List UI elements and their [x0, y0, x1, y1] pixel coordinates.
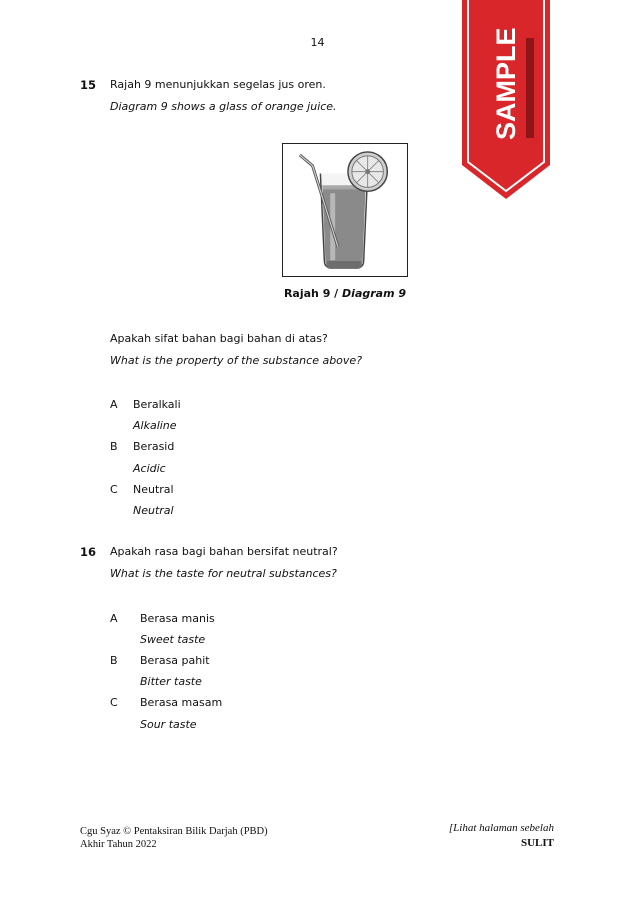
question-15-prompt-ms: Apakah sifat bahan bagi bahan di atas?: [110, 332, 328, 345]
page-number: 14: [310, 36, 325, 49]
q15-option-c-letter: C: [110, 483, 118, 496]
q16-option-b-en[interactable]: Bitter taste: [140, 675, 202, 688]
question-15-stem-en: Diagram 9 shows a glass of orange juice.: [110, 100, 337, 113]
q16-option-c-en[interactable]: Sour taste: [140, 718, 197, 731]
sample-watermark-text: SAMPLE: [491, 27, 521, 140]
q15-option-a-en[interactable]: Alkaline: [133, 419, 177, 432]
q15-option-a-ms[interactable]: Beralkali: [133, 398, 181, 411]
footer-copyright: Cgu Syaz © Pentaksiran Bilik Darjah (PBD): [80, 826, 268, 837]
diagram-9-caption: [282, 287, 408, 300]
q15-option-c-ms[interactable]: Neutral: [133, 483, 174, 496]
footer-next-page: [Lihat halaman sebelah: [448, 822, 554, 834]
q16-option-a-letter: A: [110, 612, 118, 625]
q15-option-b-letter: B: [110, 440, 118, 453]
q16-option-b-letter: B: [110, 654, 118, 667]
q16-option-b-ms[interactable]: Berasa pahit: [140, 654, 210, 667]
q15-option-a-letter: A: [110, 398, 118, 411]
question-15-stem-ms: Rajah 9 menunjukkan segelas jus oren.: [110, 78, 326, 91]
q15-option-c-en[interactable]: Neutral: [133, 504, 174, 517]
q16-option-a-ms[interactable]: Berasa manis: [140, 612, 215, 625]
orange-juice-glass-icon: [283, 144, 407, 276]
question-16-prompt-ms: Apakah rasa bagi bahan bersifat neutral?: [110, 545, 338, 558]
footer-sulit: SULIT: [520, 837, 554, 849]
diagram-9-figure: [282, 143, 408, 277]
q16-option-c-ms[interactable]: Berasa masam: [140, 696, 223, 709]
q16-option-c-letter: C: [110, 696, 118, 709]
question-16-number: 16: [80, 545, 97, 559]
q15-option-b-en[interactable]: Acidic: [133, 462, 166, 475]
question-15-number: 15: [80, 78, 97, 92]
q16-option-a-en[interactable]: Sweet taste: [140, 633, 206, 646]
q15-option-b-ms[interactable]: Berasid: [133, 440, 175, 453]
question-15-prompt-en: What is the property of the substance above?: [110, 354, 363, 367]
caption-ms: Rajah 9 /: [283, 287, 339, 300]
caption-en: Diagram 9: [342, 287, 407, 300]
footer-year: Akhir Tahun 2022: [80, 839, 157, 850]
sample-ribbon-watermark: [460, 0, 552, 200]
question-16-prompt-en: What is the taste for neutral substances?: [110, 567, 337, 580]
